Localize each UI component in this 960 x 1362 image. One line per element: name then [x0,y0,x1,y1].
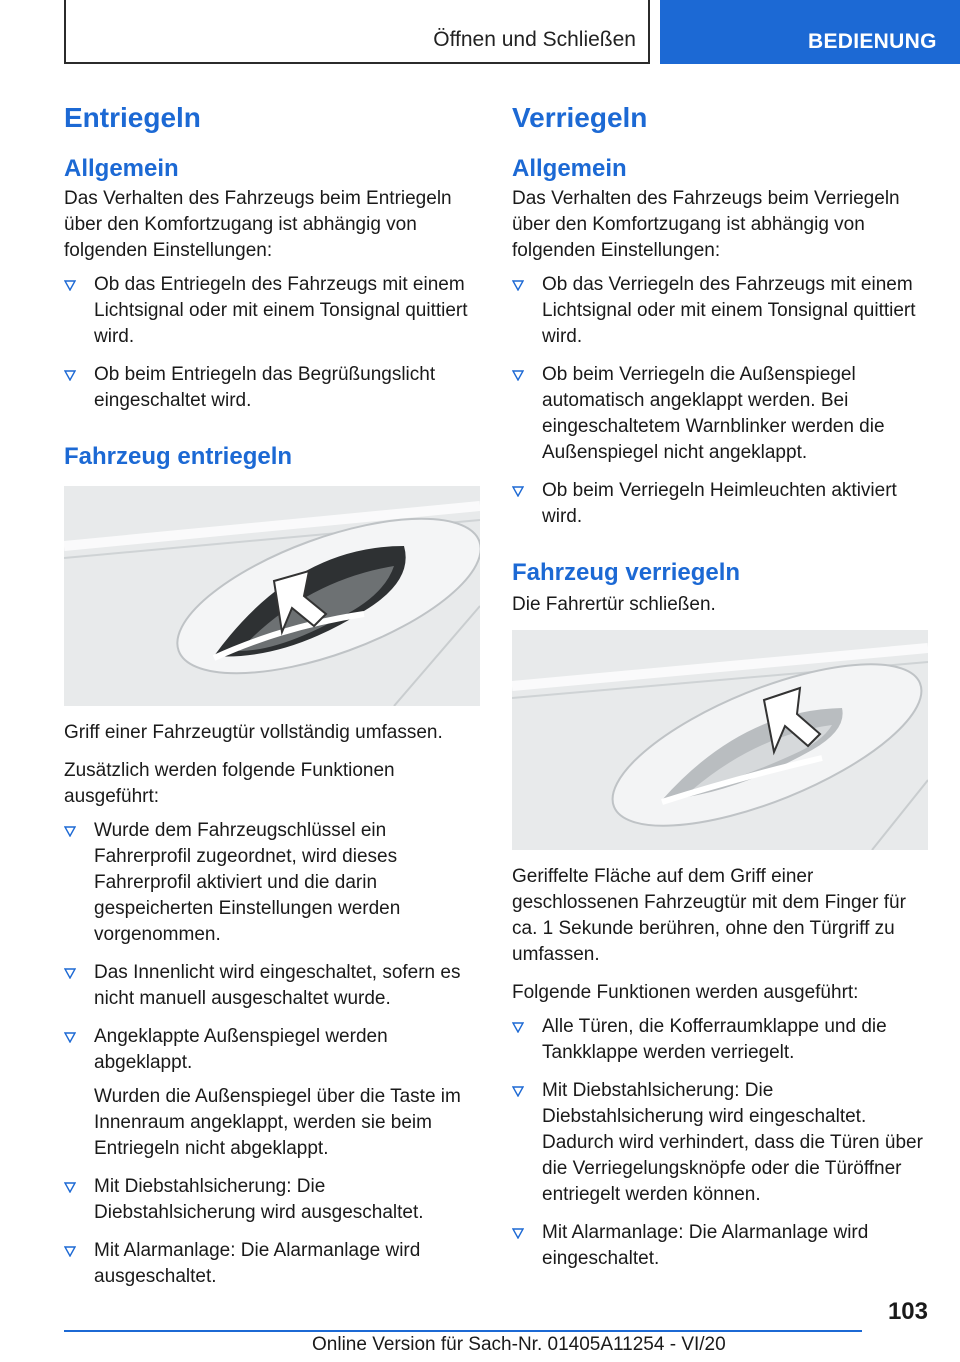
header-section-box [64,0,650,64]
list-item-text: Das Innenlicht wird eingeschaltet, sofern es nicht manuell ausgeschaltet wurde. [94,962,461,1009]
section-title: Öffnen und Schließen [433,28,636,51]
triangle-bullet-icon [64,370,76,381]
list-item [64,1174,482,1226]
triangle-bullet-icon [64,1246,76,1257]
lock-title: Verriegeln [512,102,648,133]
triangle-bullet-icon [512,1022,524,1033]
lock-vehicle-heading: Fahrzeug verriegeln [512,559,741,586]
list-item-text: Mit Diebstahlsicherung: Die Diebstahlsicherung wird eingeschaltet. Dadurch wird verhindert, dass die Türen über die Verriegelungsknöpfe oder die Türöffner entriegelt werden können. [542,1080,923,1205]
list-item [512,1220,930,1272]
unlock-general-heading: Allgemein [64,155,179,182]
list-item [64,1238,482,1290]
mirror-note: Wurden die Außenspiegel über die Taste im Innenraum angeklappt, werden sie beim Entriegeln nicht abgeklappt. [94,1086,461,1159]
lock-functions-list [512,1014,930,1272]
list-item [64,362,482,414]
lock-intro: Das Verhalten des Fahrzeugs beim Verriegeln über den Komfortzugang ist abhängig von folgenden Einstellungen: [512,188,900,261]
list-item-text: Ob das Verriegeln des Fahrzeugs mit einem Lichtsignal oder mit einem Tonsignal quittiert wird. [542,274,916,347]
triangle-bullet-icon [64,1032,76,1043]
unlock-caption: Griff einer Fahrzeugtür vollständig umfassen. [64,722,443,743]
unlock-functions-intro: Zusätzlich werden folgende Funktionen ausgeführt: [64,760,395,807]
list-item [512,362,930,466]
unlock-intro: Das Verhalten des Fahrzeugs beim Entriegeln über den Komfortzugang ist abhängig von folgenden Einstellungen: [64,188,452,261]
triangle-bullet-icon [512,280,524,291]
list-item-text: Mit Alarmanlage: Die Alarmanlage wird ausgeschaltet. [94,1240,421,1287]
footer-rule [64,1330,862,1332]
unlock-title: Entriegeln [64,102,201,133]
list-item-text: Ob das Entriegeln des Fahrzeugs mit einem Lichtsignal oder mit einem Tonsignal quittiert wird. [94,274,468,347]
list-item-text: Ob beim Verriegeln die Außenspiegel automatisch angeklappt werden. Bei eingeschaltetem Warnblinker werden die Außenspiegel nicht angeklappt. [542,364,885,463]
list-item-text: Wurde dem Fahrzeugschlüssel ein Fahrerprofil zugeordnet, wird dieses Fahrerprofil aktiviert und die darin gespeicherten Einstellungen werden vorgenommen. [94,820,401,945]
lock-functions-intro: Folgende Funktionen werden ausgeführt: [512,982,859,1003]
list-item [512,1078,930,1208]
triangle-bullet-icon [512,486,524,497]
lock-caption: Geriffelte Fläche auf dem Griff einer geschlossenen Fahrzeugtür mit dem Finger für ca. 1 Sekunde berühren, ohne den Türgriff zu umfassen. [512,866,906,965]
lock-settings-list [512,272,930,530]
door-handle-grip-image [64,486,480,706]
list-item-text: Angeklappte Außenspiegel werden abgeklappt. [94,1026,388,1073]
lock-step: Die Fahrertür schließen. [512,594,716,615]
list-item-text: Mit Diebstahlsicherung: Die Diebstahlsicherung wird ausgeschaltet. [94,1176,424,1223]
triangle-bullet-icon [64,826,76,837]
unlock-settings-list [64,272,482,414]
triangle-bullet-icon [512,370,524,381]
list-item [512,1014,930,1066]
list-item-text: Ob beim Verriegeln Heimleuchten aktiviert wird. [542,480,897,527]
lock-general-heading: Allgemein [512,155,627,182]
list-item [64,818,482,948]
left-column [64,98,482,1302]
list-item-text: Mit Alarmanlage: Die Alarmanlage wird eingeschaltet. [542,1222,869,1269]
chapter-tab [660,0,960,64]
unlock-vehicle-heading: Fahrzeug entriegeln [64,443,293,470]
triangle-bullet-icon [64,280,76,291]
list-item [512,478,930,530]
list-item-text: Alle Türen, die Kofferraumklappe und die Tankklappe werden verriegelt. [542,1016,887,1063]
triangle-bullet-icon [64,1182,76,1193]
page-number: 103 [887,1298,928,1325]
list-item [512,272,930,350]
chapter-tab-label: BEDIENUNG [808,30,937,53]
triangle-bullet-icon [512,1086,524,1097]
triangle-bullet-icon [512,1228,524,1239]
list-item [64,960,482,1012]
right-column [512,98,930,1284]
list-item-text: Ob beim Entriegeln das Begrüßungslicht eingeschaltet wird. [94,364,436,411]
online-version-note: Online Version für Sach-Nr. 01405A11254 - VI/20 [312,1334,726,1355]
list-item [64,1024,482,1162]
list-item [64,272,482,350]
unlock-functions-list [64,818,482,1290]
triangle-bullet-icon [64,968,76,979]
door-handle-touch-image [512,630,928,850]
